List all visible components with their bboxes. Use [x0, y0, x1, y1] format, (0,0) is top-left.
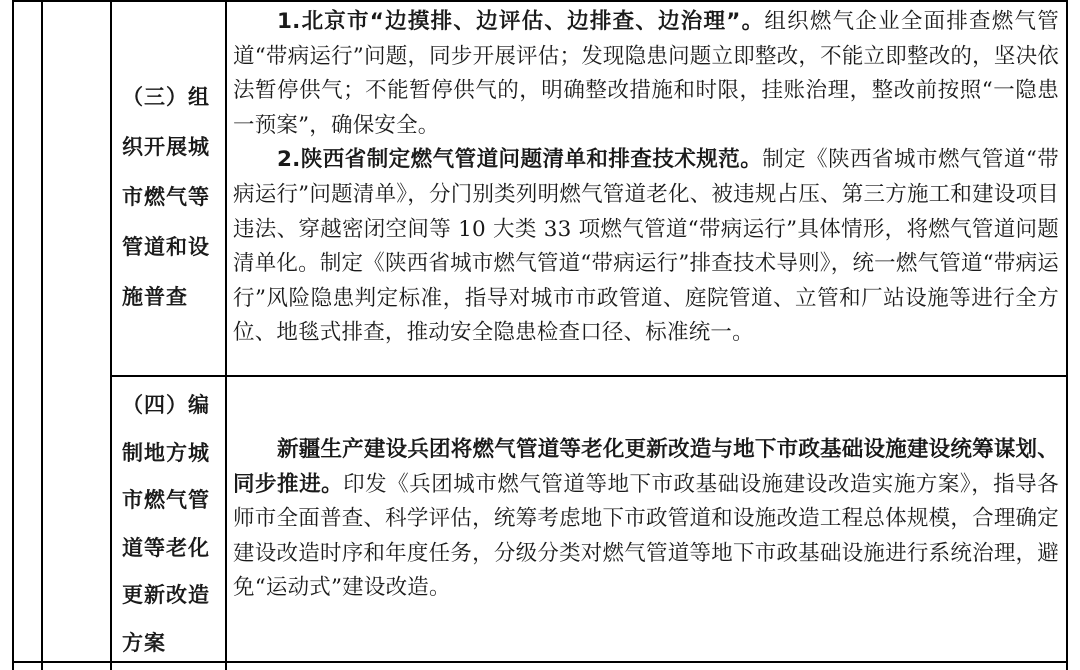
paragraph-lead: 1.北京市“边摸排、边评估、边排查、边治理”。 [277, 9, 765, 34]
paragraph [233, 433, 1059, 606]
content-cell [233, 5, 1059, 351]
category-cell: （三）组 织开展城 市燃气等 管道和设 施普查 [122, 85, 210, 309]
paragraph-body: 印发《兵团城市燃气管道等地下市政基础设施建设改造实施方案》，指导各师市全面普查、科学评估，统筹考虑地下市政管道和设施改造工程总体规模，合理确定建设改造时序和年度任务，分级分类对燃气管道等地下市政基础设施进行系统治理，避免“运动式”建设改造。 [233, 471, 1059, 601]
table-left-border [12, 0, 14, 670]
table-right-border [1066, 0, 1068, 670]
paragraph-lead: 新疆生产建设兵团将燃气管道等老化更新改造与地下市政基础设施建设统筹谋划、同步推进。 [233, 437, 1059, 497]
table-top-border [12, 0, 1068, 2]
row-divider [110, 375, 1068, 377]
content-cell [233, 433, 1059, 606]
paragraph [233, 5, 1059, 143]
table-column-divider [225, 0, 227, 670]
table-column-divider [41, 0, 43, 670]
paragraph [233, 143, 1059, 351]
paragraph-body: 组织燃气企业全面排查燃气管道“带病运行”问题，同步开展评估；发现隐患问题立即整改，不能立即整改的，坚决依法暂停供气；不能暂停供气的，明确整改措施和时限，挂账治理，整改前按照“一隐患一预案”，确保安全。 [233, 9, 1059, 138]
paragraph-body: 制定《陕西省城市燃气管道“带病运行”问题清单》，分门别类列明燃气管道老化、被违规占压、第三方施工和建设项目违法、穿越密闭空间等 10 大类 33 项燃气管道“带病运行”具体情形，将燃气管道问题清单化。制定《陕西省城市燃气管道“带病运行”排查技术导则》，统一燃气管道“带病运行”风险隐患判定标准，指导对城市市政管道、庭院管道、立管和厂站设施等进行全方位、地毯式排查，推动安全隐患检查口径、标准统一。 [233, 147, 1059, 346]
paragraph-lead: 2.陕西省制定燃气管道问题清单和排查技术规范。 [277, 147, 763, 173]
category-cell: （四）编 制地方城 市燃气管 道等老化 更新改造 方案 [122, 393, 210, 655]
table-column-divider [110, 0, 112, 670]
